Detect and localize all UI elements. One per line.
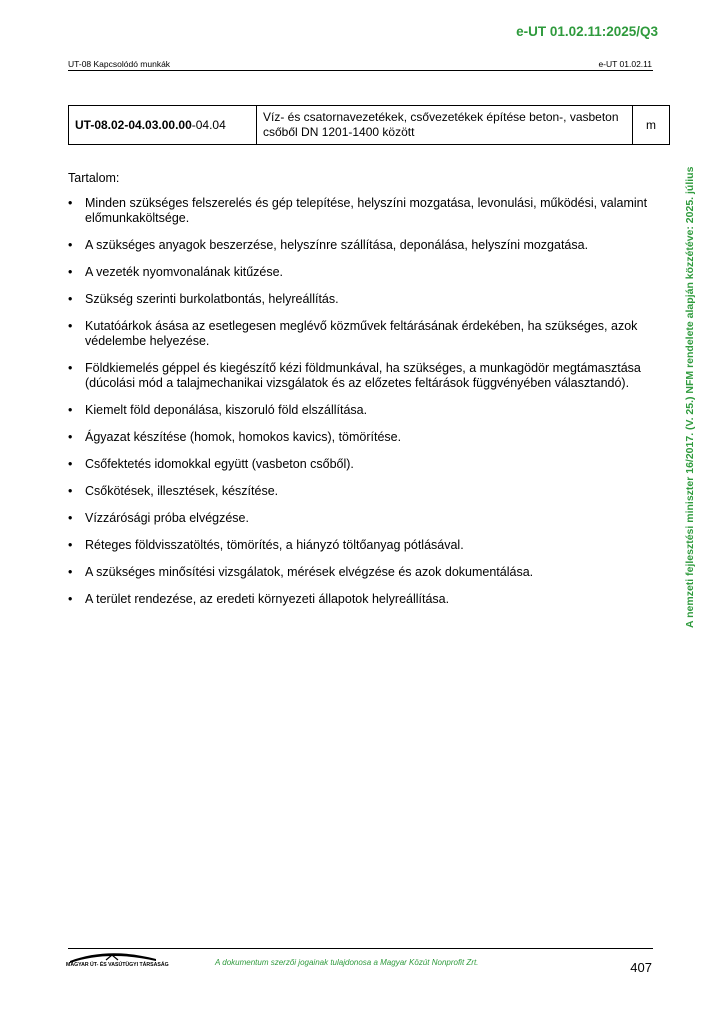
publication-side-note: A nemzeti fejlesztési miniszter 16/2017. (V. 25.) NFM rendelete alapján közzétéve: 2025. július [684, 166, 696, 628]
item-code: UT-08.02-04.03.00.00 [75, 118, 192, 132]
bullet-icon: • [68, 511, 73, 525]
bullet-icon: • [68, 592, 73, 606]
list-item: • Minden szükséges felszerelés és gép telepítése, helyszíni mozgatása, levonulási, működési, valamint előmunkaköltsége. [68, 196, 648, 225]
header-standard-id: e-UT 01.02.11 [598, 59, 652, 69]
list-item: • Szükség szerinti burkolatbontás, helyreállítás. [68, 292, 339, 306]
item-description: Víz- és csatornavezetékek, csővezetékek építése beton-, vasbeton csőből DN 1201-1400 között [257, 106, 633, 145]
item-code-suffix: -04.04 [191, 118, 226, 132]
page-number: 407 [630, 960, 652, 975]
bullet-icon: • [68, 196, 73, 210]
bullet-icon: • [68, 457, 73, 471]
list-item: • Kutatóárkok ásása az esetlegesen meglévő közművek feltárásának érdekében, ha szükséges, azok védelembe helyezése. [68, 319, 638, 348]
organization-logo-text: MAGYAR ÚT- ÉS VASÚTÜGYI TÁRSASÁG [66, 962, 169, 968]
list-item: • Csőfektetés idomokkal együtt (vasbeton csőből). [68, 457, 354, 471]
bullet-icon: • [68, 292, 73, 306]
bullet-icon: • [68, 484, 73, 498]
header-section-title: UT-08 Kapcsolódó munkák [68, 59, 171, 69]
bullet-icon: • [68, 265, 73, 279]
list-item: • A vezeték nyomvonalának kitűzése. [68, 265, 284, 279]
bullet-icon: • [68, 319, 73, 333]
item-unit: m [633, 106, 670, 145]
content-label: Tartalom: [68, 171, 120, 185]
bullet-icon: • [68, 538, 73, 552]
item-table [68, 105, 670, 145]
document-id: e-UT 01.02.11:2025/Q3 [516, 24, 658, 39]
list-item: • Földkiemelés géppel és kiegészítő kézi földmunkával, ha szükséges, a munkagödör megtámasztása (dúcolási mód a talajmechanikai vizsgálatok és az előzetes feltárások függvényében választandó). [68, 361, 641, 390]
list-item: • A szükséges minősítési vizsgálatok, mérések elvégzése és azok dokumentálása. [68, 565, 534, 579]
list-item: • Csőkötések, illesztések, készítése. [68, 484, 279, 498]
header-divider [68, 70, 653, 71]
list-item: • A terület rendezése, az eredeti környezeti állapotok helyreállítása. [68, 592, 450, 606]
footer-divider [68, 948, 653, 949]
bullet-icon: • [68, 430, 73, 444]
item-code-cell [69, 106, 257, 145]
bullet-icon: • [68, 238, 73, 252]
bullet-icon: • [68, 403, 73, 417]
copyright-notice: A dokumentum szerzői jogainak tulajdonosa a Magyar Közút Nonprofit Zrt. [215, 958, 479, 967]
list-item: • Réteges földvisszatöltés, tömörítés, a hiányzó töltőanyag pótlásával. [68, 538, 464, 552]
bullet-icon: • [68, 565, 73, 579]
item-row [69, 106, 670, 145]
list-item: • Kiemelt föld deponálása, kiszoruló föld elszállítása. [68, 403, 368, 417]
bullet-icon: • [68, 361, 73, 375]
list-item: • A szükséges anyagok beszerzése, helyszínre szállítása, deponálása, helyszíni mozgatása. [68, 238, 589, 252]
content-list [68, 196, 653, 619]
list-item: • Ágyazat készítése (homok, homokos kavics), tömörítése. [68, 430, 402, 444]
list-item: • Vízzárósági próba elvégzése. [68, 511, 249, 525]
